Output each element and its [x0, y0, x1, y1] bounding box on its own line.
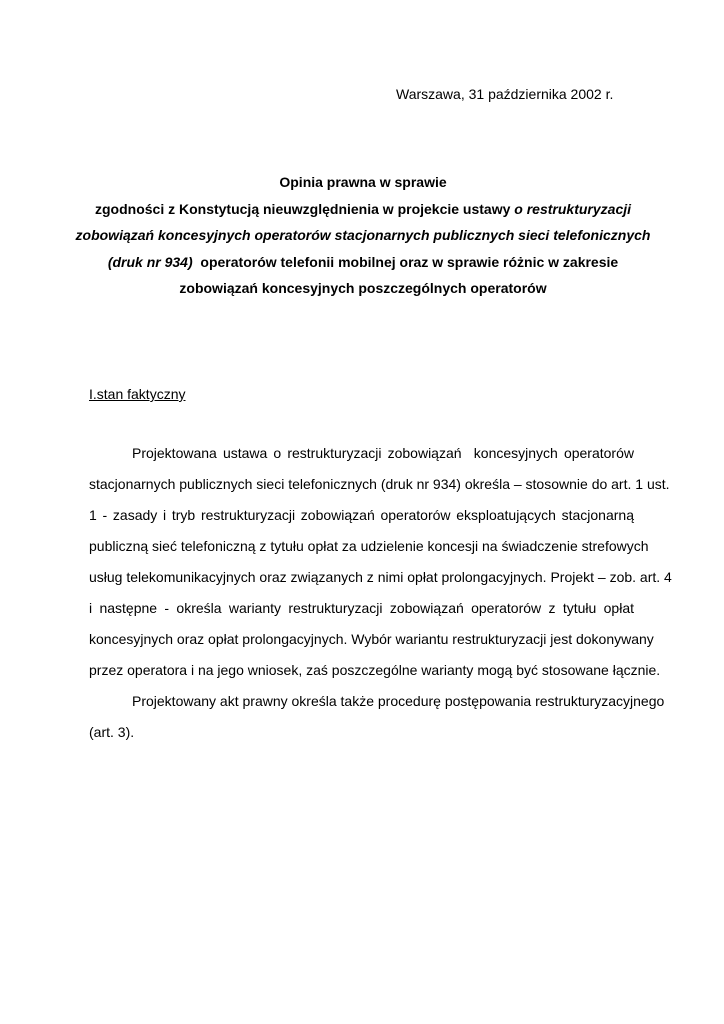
section-heading: I.stan faktyczny: [89, 386, 186, 402]
paragraph-1-line: stacjonarnych publicznych sieci telefonicznych (druk nr 934) określa – stosownie do art. 1 ust.: [89, 476, 670, 492]
paragraph-2-line: (art. 3).: [89, 724, 135, 740]
title-line-4-text: operatorów telefonii mobilnej oraz w sprawie różnic w zakresie: [192, 253, 619, 270]
title-line-1: Opinia prawna w sprawie: [279, 174, 447, 190]
title-line-3-italic: zobowiązań koncesyjnych operatorów stacjonarnych publicznych sieci telefonicznych: [75, 227, 651, 243]
title-line-2: [60, 196, 666, 223]
title-line-5: zobowiązań koncesyjnych poszczególnych operatorów: [179, 280, 547, 296]
title-line-3: [60, 222, 666, 249]
document-date: Warszawa, 31 października 2002 r.: [396, 86, 614, 102]
paragraph-1-line: i następne - określa warianty restrukturyzacji zobowiązań operatorów z tytułu opłat: [89, 600, 634, 616]
paragraph-1-line: Projektowana ustawa o restrukturyzacji zobowiązań koncesyjnych operatorów: [132, 445, 634, 461]
paragraph-1-line: publiczną sieć telefoniczną z tytułu opłat za udzielenie koncesji na świadczenie strefowych: [89, 538, 649, 554]
paragraph-1-line: koncesyjnych oraz opłat prolongacyjnych. Wybór wariantu restrukturyzacji jest dokonywany: [89, 631, 654, 647]
title-line-4-italic: (druk nr 934): [107, 253, 193, 270]
section-body: [89, 438, 672, 748]
paragraph-1-line: 1 - zasady i tryb restrukturyzacji zobowiązań operatorów eksploatujących stacjonarną: [89, 507, 634, 523]
title-line-2-text: zgodności z Konstytucją nieuwzględnienia w projekcie ustawy: [94, 200, 515, 217]
paragraph-1-line: przez operatora i na jego wniosek, zaś poszczególne warianty mogą być stosowane łącznie.: [89, 662, 661, 678]
document-title: [60, 169, 666, 302]
title-line-2-italic: o restrukturyzacji: [514, 200, 632, 217]
paragraph-1-line: usług telekomunikacyjnych oraz związanych z nimi opłat prolongacyjnych. Projekt – zob. art. 4: [89, 569, 672, 585]
paragraph-2-line: Projektowany akt prawny określa także procedurę postępowania restrukturyzacyjnego: [132, 693, 665, 709]
title-line-4: [60, 249, 666, 276]
